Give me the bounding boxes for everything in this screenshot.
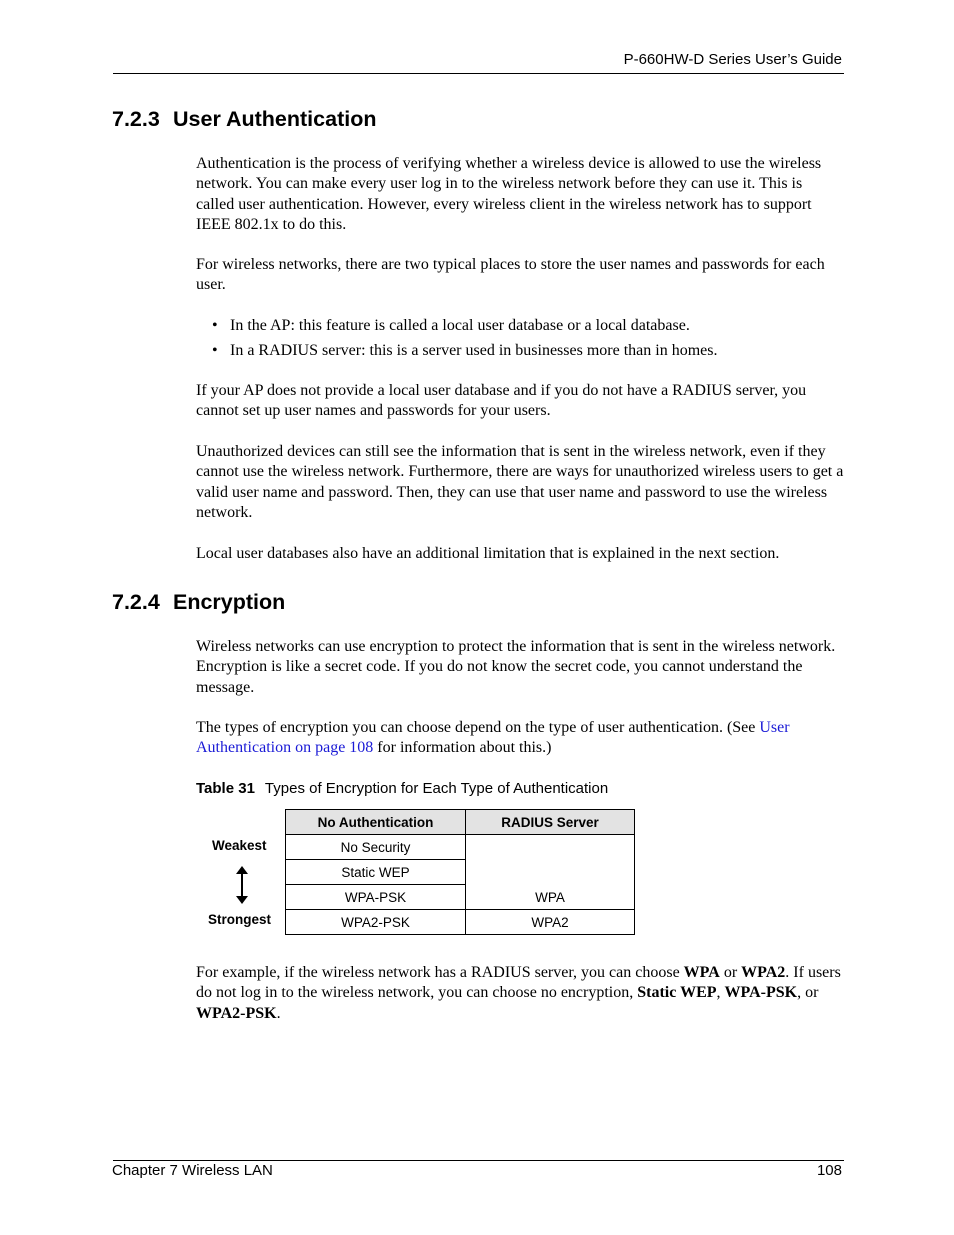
bold-term: WPA2 — [741, 964, 786, 981]
header-rule — [113, 73, 844, 74]
paragraph-limitation: Local user databases also have an additional limitation that is explained in the next section. — [196, 545, 780, 562]
section-number: 7.2.3 — [112, 107, 160, 131]
section-heading-user-authentication — [112, 106, 376, 132]
table-number: Table 31 — [196, 780, 255, 797]
text-run: , or — [797, 984, 819, 1002]
paragraph-encryption-types — [196, 718, 844, 759]
table-row — [286, 910, 635, 935]
text-run: for information about this.) — [373, 739, 552, 757]
footer-chapter: Chapter 7 Wireless LAN — [112, 1162, 273, 1179]
section-number: 7.2.4 — [112, 590, 160, 614]
footer-page-number: 108 — [816, 1162, 842, 1179]
paragraph-encryption-intro: Wireless networks can use encryption to protect the information that is sent in the wireless network. Encryption is like a secret code. If you do not know the secret code, you cannot understand the message. — [196, 638, 836, 696]
text-run: or — [719, 964, 742, 981]
table-cell: Static WEP — [286, 860, 466, 885]
paragraph-storage-places: For wireless networks, there are two typical places to store the user names and passwords for each user. — [196, 256, 825, 294]
bold-term: WPA2-PSK — [196, 1004, 277, 1022]
table-row — [286, 835, 635, 860]
table-cell: WPA2 — [466, 910, 635, 935]
bullet-icon: • — [212, 317, 218, 334]
encryption-table — [285, 809, 635, 935]
label-strongest: Strongest — [208, 912, 272, 927]
list-item — [212, 316, 842, 336]
text-run: , — [716, 984, 725, 1002]
list-item — [212, 341, 842, 361]
label-weakest: Weakest — [212, 838, 267, 853]
paragraph-no-database: If your AP does not provide a local user database and if you do not have a RADIUS server, you cannot set up user names and passwords for your users. — [196, 382, 807, 420]
strength-arrow-icon — [234, 866, 250, 904]
bullet-list-storage — [212, 316, 842, 366]
footer-rule — [113, 1160, 844, 1161]
paragraph-authentication-intro: Authentication is the process of verifying whether a wireless device is allowed to use the wireless network. You can make every user log in to the wireless network before they can use it. This is called user authentication. However, every wireless client in the wireless network has to support IEEE 802.1x to do this. — [196, 155, 822, 233]
table-cell: WPA2-PSK — [286, 910, 466, 935]
text-run: . — [276, 1004, 281, 1022]
section-title: Encryption — [173, 590, 286, 614]
text-run: . If users do not log in to the wireless network, you can choose no encryption, — [196, 964, 841, 1002]
table-cell: WPA-PSK — [286, 885, 466, 910]
text-run: For example, if the wireless network has a RADIUS server, you can choose — [196, 964, 684, 981]
cross-reference-link[interactable]: User Authentication on page 108 — [196, 719, 790, 757]
bold-term: WPA — [683, 964, 720, 981]
table-title: Types of Encryption for Each Type of Authentication — [264, 780, 609, 797]
column-header-no-authentication: No Authentication — [286, 810, 466, 835]
section-heading-encryption — [112, 589, 285, 615]
text-run: The types of encryption you can choose depend on the type of user authentication. (See — [196, 719, 760, 736]
table-cell-merged: WPA — [466, 835, 635, 910]
section-title: User Authentication — [173, 107, 377, 131]
table-cell: No Security — [286, 835, 466, 860]
running-header: P-660HW-D Series User’s Guide — [623, 51, 842, 68]
bold-term: Static WEP — [637, 984, 717, 1002]
list-item-text: In a RADIUS server: this is a server used in businesses more than in homes. — [230, 342, 718, 359]
bullet-icon: • — [212, 342, 218, 359]
column-header-radius-server: RADIUS Server — [466, 810, 635, 835]
list-item-text: In the AP: this feature is called a local user database or a local database. — [230, 317, 690, 334]
table-header-row — [286, 810, 635, 835]
table-caption — [196, 779, 608, 798]
paragraph-example — [196, 963, 844, 1024]
paragraph-unauthorized-devices: Unauthorized devices can still see the information that is sent in the wireless network, even if they cannot use the wireless network. Furthermore, there are ways for unauthorized wireless users to get a valid user name and password. Then, they can use that user name and password to use the wireless network. — [196, 443, 844, 521]
bold-term: WPA-PSK — [724, 984, 798, 1002]
